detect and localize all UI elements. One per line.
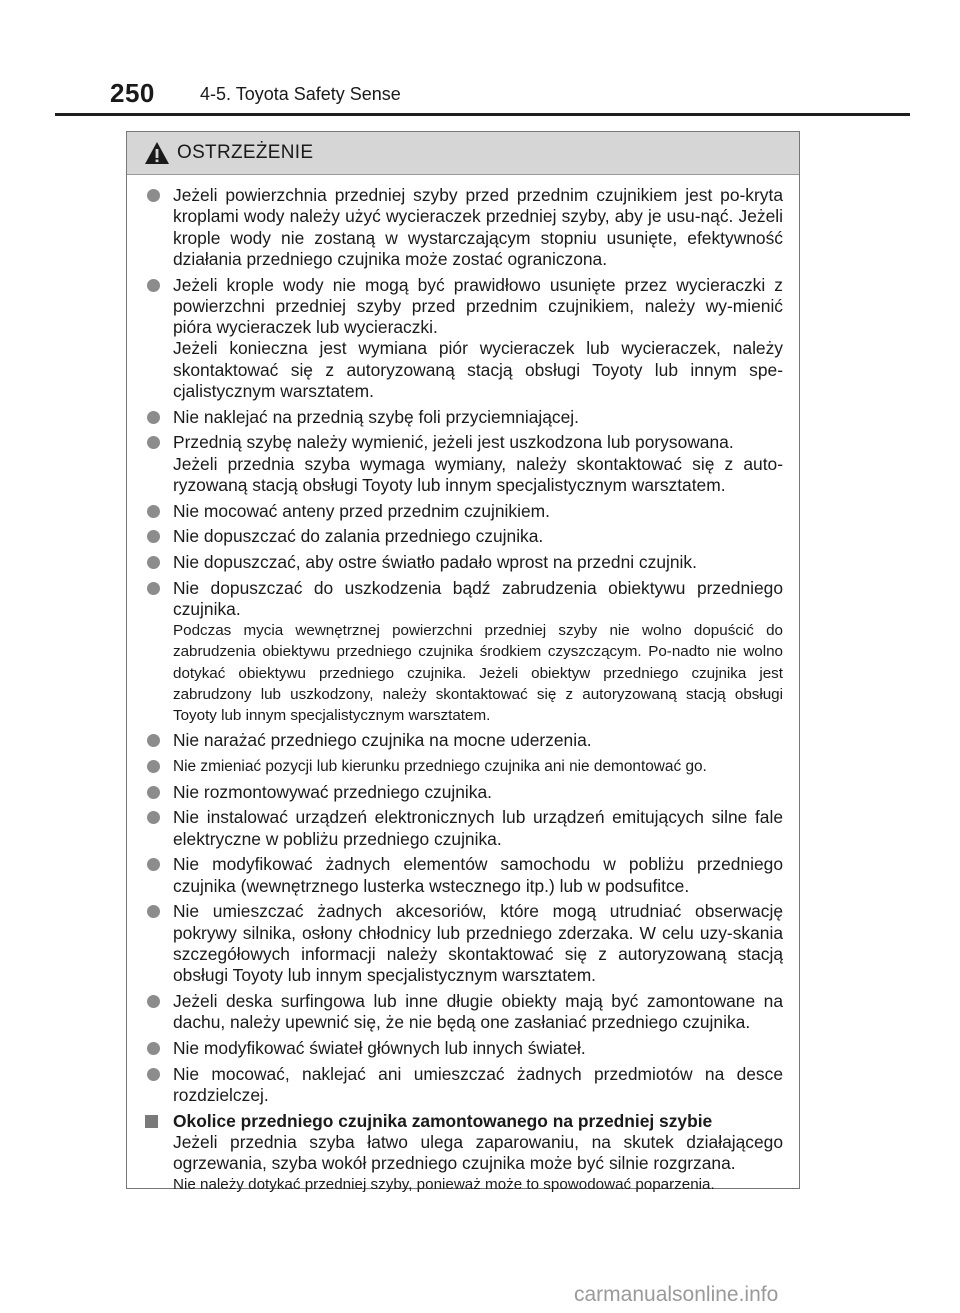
bullet-icon: [147, 530, 160, 543]
list-item: Nie instalować urządzeń elektronicznych lub urządzeń emitujących silne fale elektryczne w pobliżu przedniego czujnika.: [145, 807, 783, 850]
list-item: Nie naklejać na przednią szybę foli przyciemniającej.: [145, 407, 783, 428]
section-heading: Okolice przedniego czujnika zamontowanego na przedniej szybie: [145, 1111, 783, 1132]
list-item: Nie modyfikować świateł głównych lub innych świateł.: [145, 1038, 783, 1059]
list-item: Przednią szybę należy wymienić, jeżeli jest uszkodzona lub porysowana. Jeżeli przednia szyba wymaga wymiany, należy skontaktować się z auto-ryzowaną stacją obsługi Toyoty lub innym specjalistycznym warsztatem.: [145, 432, 783, 496]
warning-content: [127, 175, 799, 1196]
bullet-icon: [147, 436, 160, 449]
section-paragraph-note: Nie należy dotykać przedniej szyby, ponieważ może to spowodować poparzenia.: [173, 1176, 715, 1194]
warning-title: OSTRZEŻENIE: [177, 142, 314, 163]
bullet-icon: [147, 760, 160, 773]
bullet-icon: [147, 556, 160, 569]
warning-triangle-icon: [144, 141, 170, 165]
list-item: Nie umieszczać żadnych akcesoriów, które mogą utrudniać obserwację pokrywy silnika, osłony chłodnicy lub przedniego zderzaka. W celu uzy-skania szczegółowych informacji należy skontaktować się z autoryzowaną stacją obsługi Toyoty lub innym specjalistycznym warsztatem.: [145, 901, 783, 986]
list-item: Nie rozmontowywać przedniego czujnika.: [145, 782, 783, 803]
bullet-icon: [147, 582, 160, 595]
list-item: Nie mocować anteny przed przednim czujnikiem.: [145, 501, 783, 522]
bullet-icon: [147, 279, 160, 292]
warning-header: [127, 132, 799, 175]
list-item: Nie dopuszczać do zalania przedniego czujnika.: [145, 526, 783, 547]
square-bullet-icon: [145, 1115, 158, 1128]
bullet-icon: [147, 1068, 160, 1081]
bullet-icon: [147, 189, 160, 202]
bullet-icon: [147, 811, 160, 824]
page-number: 250: [110, 78, 155, 108]
list-item: Nie modyfikować żadnych elementów samochodu w pobliżu przedniego czujnika (wewnętrznego lusterka wstecznego itp.) lub w podsufitce.: [145, 854, 783, 897]
list-item: Nie narażać przedniego czujnika na mocne uderzenia.: [145, 730, 783, 751]
bullet-icon: [147, 905, 160, 918]
list-item: Nie mocować, naklejać ani umieszczać żadnych przedmiotów na desce rozdzielczej.: [145, 1064, 783, 1107]
bullet-icon: [147, 734, 160, 747]
bullet-icon: [147, 786, 160, 799]
bullet-icon: [147, 858, 160, 871]
page-header: [0, 0, 960, 116]
bullet-icon: [147, 505, 160, 518]
section-title: 4-5. Toyota Safety Sense: [200, 84, 401, 104]
warning-box: [126, 131, 800, 1194]
list-item: Jeżeli powierzchnia przedniej szyby przed przednim czujnikiem jest po-kryta kroplami wody należy użyć wycieraczek przedniej szyby, aby je usu-nąć. Jeżeli krople wody nie zostaną w wystarczającym stopniu usunięte, efektywność działania przedniego czujnika może zostać ograniczona.: [145, 185, 783, 270]
list-item: Jeżeli deska surfingowa lub inne długie obiekty mają być zamontowane na dachu, należy upewnić się, że nie będą one zasłaniać przedniego czujnika.: [145, 991, 783, 1034]
list-item: Nie zmieniać pozycji lub kierunku przedniego czujnika ani nie demontować go.: [145, 756, 783, 777]
list-item: Jeżeli krople wody nie mogą być prawidłowo usunięte przez wycieraczki z powierzchni przedniej szyby przed przednim czujnikiem, należy wy-mienić pióra wycieraczek lub wycieraczki. Jeżeli konieczna jest wymiana piór wycieraczek lub wycieraczek, należy skontaktować się z autoryzowaną stacją obsługi Toyoty lub innym spe-cjalistycznym warsztatem.: [145, 275, 783, 403]
bullet-icon: [147, 1042, 160, 1055]
bullet-icon: [147, 995, 160, 1008]
list-item: Nie dopuszczać do uszkodzenia bądź zabrudzenia obiektywu przedniego czujnika. Podczas mycia wewnętrznej powierzchni przedniej szyby nie wolno dopuścić do zabrudzenia obiektywu przedniego czujnika środkiem czyszczącym. Po-nadto nie wolno dotykać obiektywu przedniego czujnika. Jeżeli obiektyw przedniego czujnika jest zabrudzony lub uszkodzony, należy skontaktować się z autoryzowaną stacją obsługi Toyoty lub innym specjalistycznym warsztatem.: [145, 578, 783, 726]
watermark: carmanualsonline.info: [574, 1283, 779, 1306]
bullet-icon: [147, 411, 160, 424]
list-item: Nie dopuszczać, aby ostre światło padało wprost na przedni czujnik.: [145, 552, 783, 573]
header-rule: [55, 113, 910, 116]
section-paragraph: Jeżeli przednia szyba łatwo ulega zaparowaniu, na skutek działającego ogrzewania, szyba wokół przedniego czujnika może być silnie rozgrzana.: [173, 1131, 783, 1174]
